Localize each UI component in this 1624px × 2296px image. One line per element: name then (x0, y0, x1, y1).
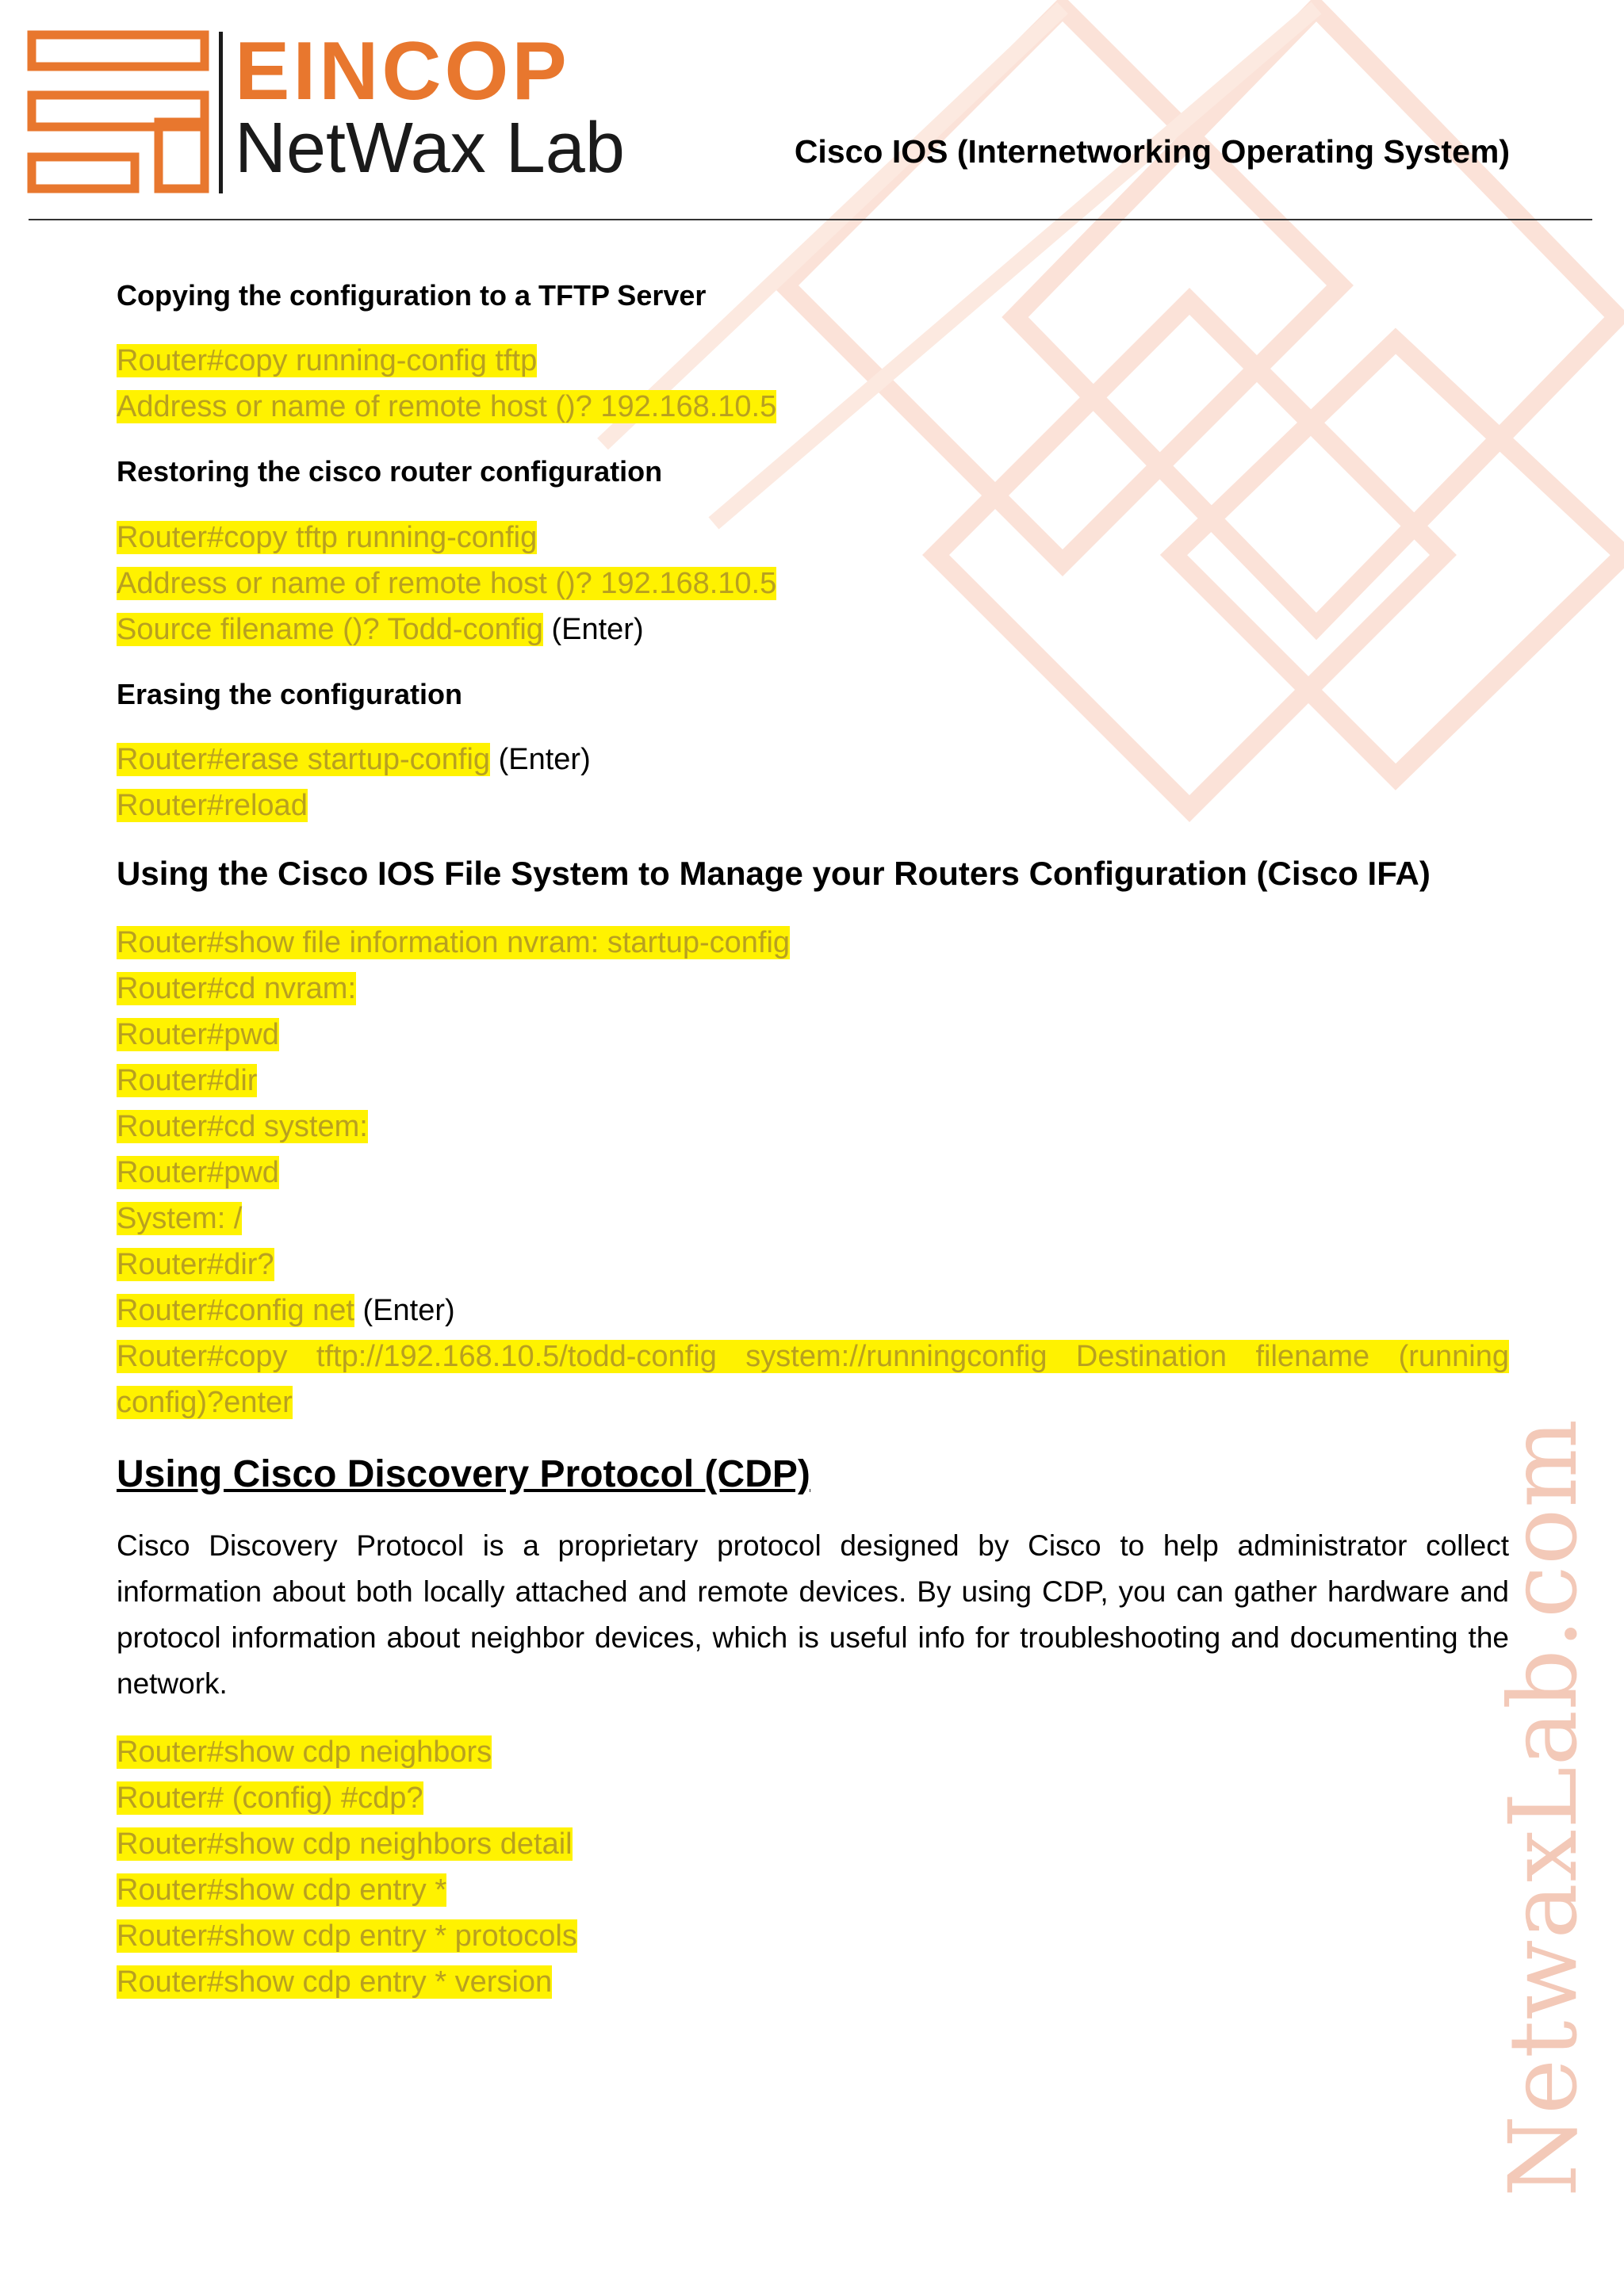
command-line: Router#dir? (117, 1247, 274, 1281)
command-line: System: / (117, 1201, 243, 1235)
section-heading-tftp-copy: Copying the configuration to a TFTP Server (117, 279, 707, 312)
section-heading-restore: Restoring the cisco router configuration (117, 455, 663, 488)
section-heading-erase: Erasing the configuration (117, 677, 463, 710)
enter-note: (Enter) (498, 743, 591, 777)
command-line: Router# (config) #cdp? (117, 1781, 423, 1816)
command-line: Router#show cdp entry * protocols (117, 1919, 577, 1954)
document-title: Cisco IOS (Internetworking Operating System) (794, 133, 1510, 170)
command-line: Router#copy tftp://192.168.10.5/todd-config system://runningconfig Destination filename (running (117, 1339, 1509, 1373)
command-line: Router#copy running-config tftp (117, 344, 538, 378)
command-line: Router#show cdp neighbors (117, 1735, 492, 1770)
section-heading-cdp: Using Cisco Discovery Protocol (CDP) (117, 1452, 810, 1495)
cdp-description: Cisco Discovery Protocol is a proprietary protocol designed by Cisco to help administrator collect information about both locally attached and remote devices. By using CDP, you can gather hardware and protocol information about neighbor devices, which is useful info for troubleshooting and documenting the network. (117, 1529, 1509, 1701)
command-line: Router#cd nvram: (117, 971, 357, 1005)
section-heading-ifs: Using the Cisco IOS File System to Manage your Routers Configuration (Cisco IFA) (117, 855, 1431, 893)
command-line: Router#copy tftp running-config (117, 520, 538, 554)
command-line: Router#config net (117, 1293, 354, 1327)
header-divider (29, 219, 1592, 220)
command-line: Router#dir (117, 1063, 258, 1097)
document-body (117, 270, 1509, 2027)
command-line: Router#cd system: (117, 1109, 368, 1143)
enter-note: (Enter) (362, 1293, 455, 1327)
brand-name: EINCOP (235, 25, 570, 117)
code-block-tftp-copy (117, 338, 1509, 430)
command-line: Router#show cdp entry * (117, 1873, 447, 1908)
page-header (0, 0, 1624, 230)
command-line: Address or name of remote host ()? 192.168.10.5 (117, 566, 777, 600)
code-block-restore (117, 515, 1509, 652)
watermark-text: NetwaxLab.com (1488, 1418, 1598, 2198)
command-line: Router#show cdp entry * version (117, 1965, 553, 1999)
command-line: Router#show file information nvram: startup-config (117, 925, 791, 959)
command-line: Router#pwd (117, 1155, 279, 1189)
enter-note: (Enter) (551, 612, 644, 646)
command-line: Address or name of remote host ()? 192.168.10.5 (117, 390, 777, 424)
command-line: Router#pwd (117, 1017, 279, 1051)
command-line: Source filename ()? Todd-config (117, 612, 543, 646)
brand-subtitle: NetWax Lab (235, 109, 625, 188)
command-line: config)?enter (117, 1385, 293, 1419)
command-line: Router#show cdp neighbors detail (117, 1827, 573, 1862)
command-line: Router#reload (117, 789, 308, 823)
eincop-logo-icon (27, 29, 225, 195)
code-block-cdp (117, 1729, 1509, 2005)
code-block-erase (117, 737, 1509, 828)
code-block-ifs (117, 920, 1509, 1425)
command-line: Router#erase startup-config (117, 743, 491, 777)
